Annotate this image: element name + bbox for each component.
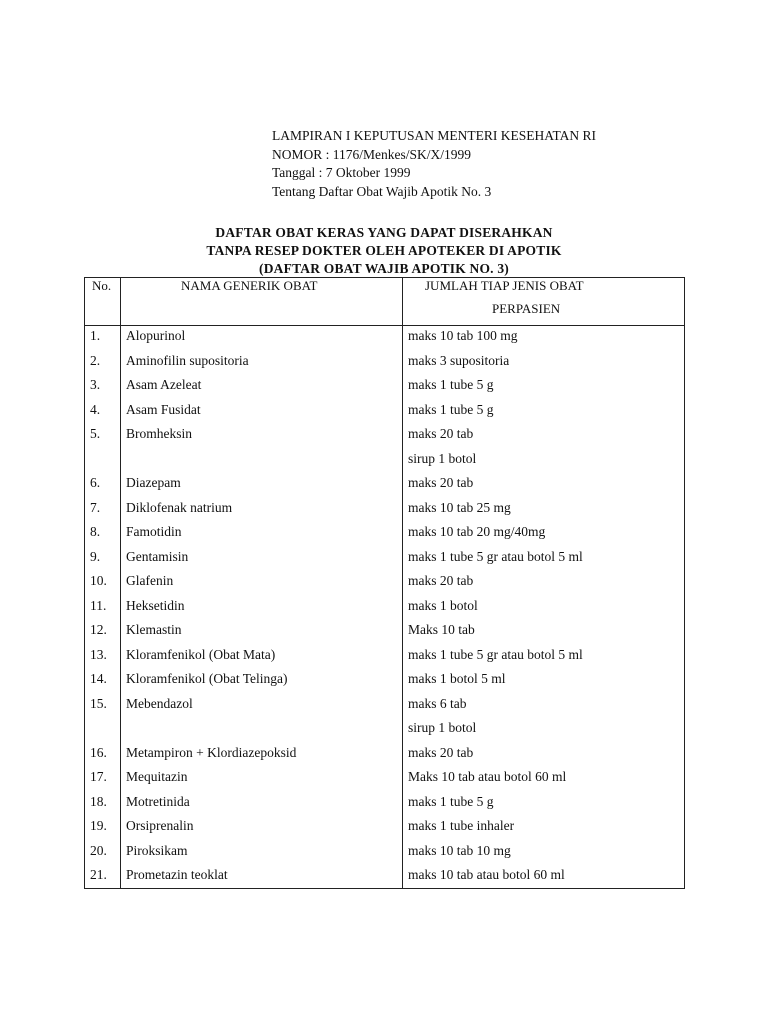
row-amount: Maks 10 tab atau botol 60 ml [408,769,567,784]
row-drug-name: Bromheksin [126,426,192,441]
row-amount: maks 6 tab [408,695,467,711]
row-drug-name: Metampiron + Klordiazepoksid [126,744,297,760]
row-number: 1. [90,328,101,343]
row-drug-name: Motretinida [126,793,190,809]
row-number: 6. [90,475,101,490]
column-divider-no [120,278,121,888]
decree-attachment-line: LAMPIRAN I KEPUTUSAN MENTERI KESEHATAN RI [272,128,597,143]
row-amount: maks 20 tab [408,475,474,490]
row-number: 19. [90,818,107,833]
row-number: 14. [90,671,107,686]
row-number: 9. [90,548,101,564]
row-number: 4. [90,401,101,417]
decree-number-line: NOMOR : 1176/Menkes/SK/X/1999 [272,146,472,162]
row-drug-name: Mebendazol [126,695,193,711]
row-drug-name: Asam Fusidat [126,401,201,417]
row-number: 20. [90,842,107,858]
row-amount: maks 1 tube inhaler [408,818,515,833]
row-amount: Maks 10 tab [408,622,475,637]
row-drug-name: Kloramfenikol (Obat Telinga) [126,671,288,686]
decree-subject-line: Tentang Daftar Obat Wajib Apotik No. 3 [272,183,492,199]
row-drug-name: Orsiprenalin [126,818,194,833]
row-drug-name: Piroksikam [126,842,188,858]
document-title [0,224,768,278]
row-drug-name: Gentamisin [126,548,189,564]
row-number: 15. [90,695,107,711]
row-number: 3. [90,377,101,392]
row-drug-name: Heksetidin [126,597,185,613]
row-amount: maks 10 tab 100 mg [408,328,518,343]
row-amount: maks 1 botol 5 ml [408,671,506,686]
title-line-3: (DAFTAR OBAT WAJIB APOTIK NO. 3) [259,261,509,276]
drug-table [84,277,685,889]
row-amount: sirup 1 botol [408,720,477,735]
column-header-amount-line-2: PERPASIEN [492,301,561,316]
row-amount: maks 20 tab [408,573,474,588]
row-number: 13. [90,646,107,662]
row-drug-name: Mequitazin [126,769,188,784]
row-drug-name: Asam Azeleat [126,377,202,392]
row-drug-name: Diklofenak natrium [126,499,233,515]
row-amount: maks 3 supositoria [408,352,510,368]
row-number: 8. [90,524,101,539]
row-amount: maks 20 tab [408,744,474,760]
row-number: 18. [90,793,107,809]
row-drug-name: Kloramfenikol (Obat Mata) [126,646,276,662]
header-divider [85,325,684,326]
row-amount: maks 1 tube 5 gr atau botol 5 ml [408,548,583,564]
row-amount: maks 1 tube 5 g [408,401,494,417]
column-header-amount-line-1: JUMLAH TIAP JENIS OBAT [425,278,584,293]
row-amount: sirup 1 botol [408,450,477,466]
row-amount: maks 1 tube 5 g [408,377,494,392]
row-number: 5. [90,426,101,441]
row-drug-name: Aminofilin supositoria [126,352,249,368]
row-amount: maks 20 tab [408,426,474,441]
row-number: 2. [90,352,101,368]
column-divider-name [402,278,403,888]
title-line-2: TANPA RESEP DOKTER OLEH APOTEKER DI APOTIK [206,243,562,258]
column-header-name: NAMA GENERIK OBAT [181,278,318,293]
decree-header [272,127,596,201]
row-number: 16. [90,744,107,760]
row-number: 21. [90,867,107,882]
row-amount: maks 10 tab 20 mg/40mg [408,524,546,539]
row-drug-name: Famotidin [126,524,182,539]
row-drug-name: Klemastin [126,622,182,637]
row-drug-name: Prometazin teoklat [126,867,228,882]
row-amount: maks 1 botol [408,597,478,613]
row-amount: maks 10 tab 10 mg [408,842,511,858]
row-amount: maks 10 tab 25 mg [408,499,511,515]
row-amount: maks 1 tube 5 g [408,793,494,809]
row-number: 11. [90,597,107,613]
decree-date-line: Tanggal : 7 Oktober 1999 [272,165,411,180]
row-number: 12. [90,622,107,637]
row-drug-name: Diazepam [126,475,181,490]
row-amount: maks 1 tube 5 gr atau botol 5 ml [408,646,583,662]
column-header-no: No. [92,278,112,293]
row-number: 7. [90,499,101,515]
row-drug-name: Alopurinol [126,328,186,343]
row-drug-name: Glafenin [126,573,174,588]
row-amount: maks 10 tab atau botol 60 ml [408,867,565,882]
row-number: 10. [90,573,107,588]
row-number: 17. [90,769,107,784]
title-line-1: DAFTAR OBAT KERAS YANG DAPAT DISERAHKAN [215,225,553,240]
